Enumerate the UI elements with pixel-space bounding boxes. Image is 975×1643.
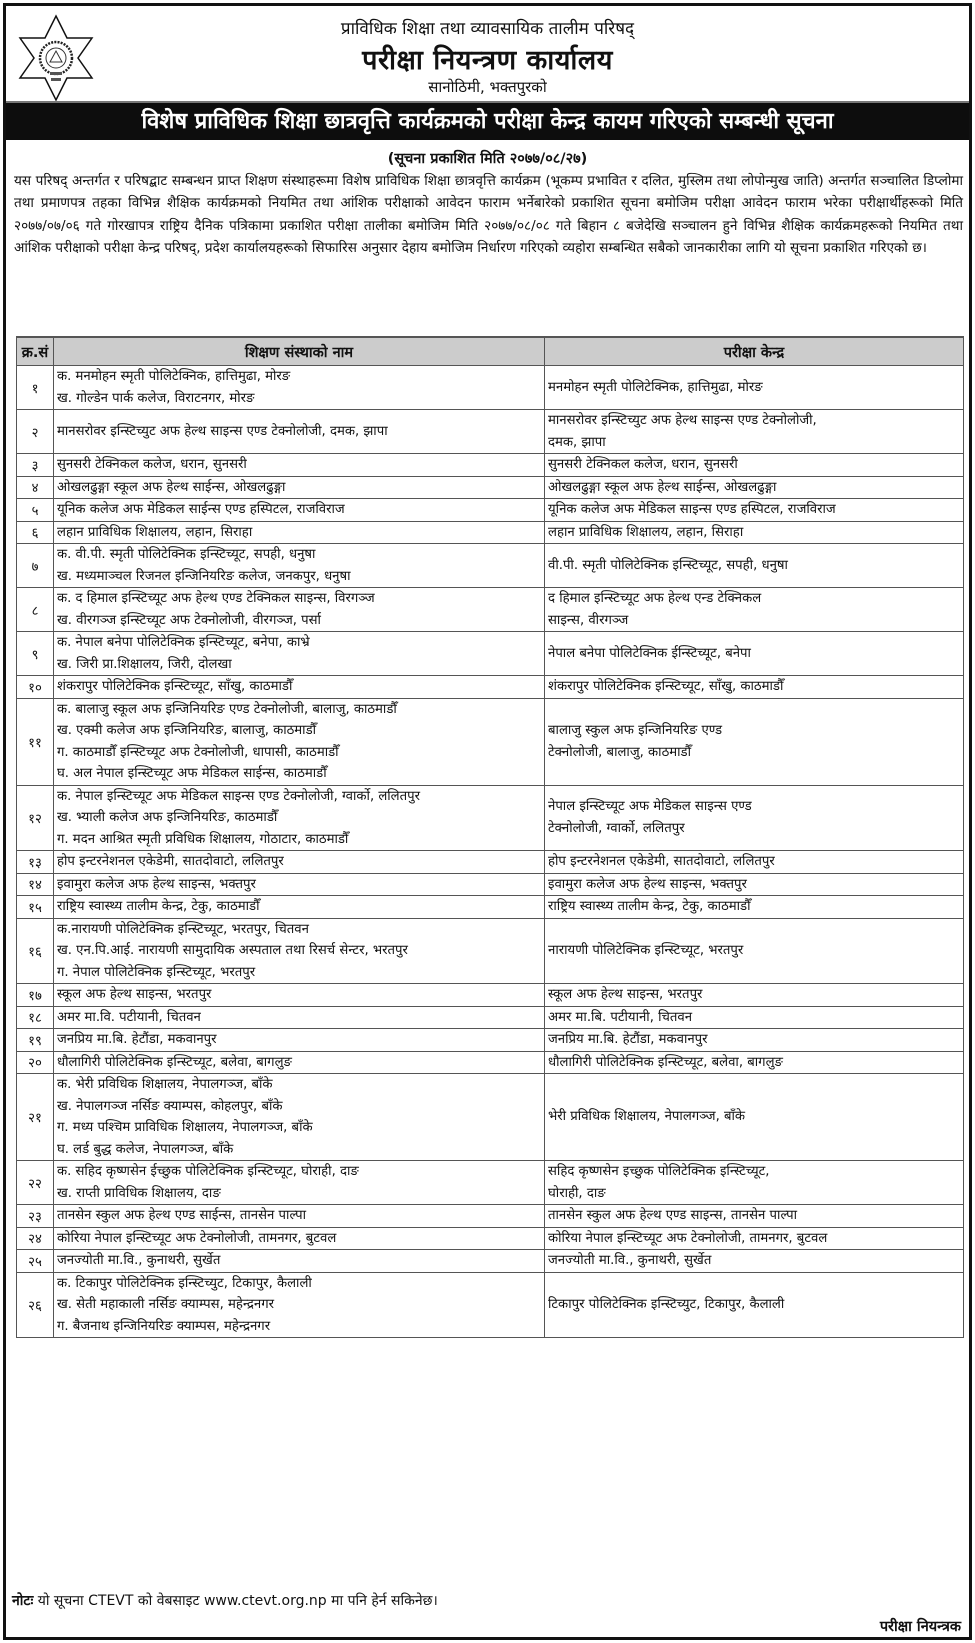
exam-centre-name: स्कूल अफ हेल्थ साइन्स, भरतपुर [548,987,703,1002]
institution-name: ग. नेपाल पोलिटेक्निक इन्स्टिच्यूट, भरतपुर [57,964,256,980]
institution-cell [54,499,545,522]
exam-centre-cell [545,1205,964,1228]
exam-centre-name: नेपाल बनेपा पोलिटेक्निक ईन्स्टिच्यूट, बनेपा [548,645,751,661]
table-row [17,366,964,410]
institution-name: क. नेपाल इन्स्टिच्यूट अफ मेडिकल साइन्स एण्ड टेक्नोलोजी, ग्वार्को, ललितपुर [57,788,421,804]
exam-centre-name: दमक, झापा [548,434,606,450]
exam-centre-name: कोरिया नेपाल इन्स्टिच्यूट अफ टेक्नोलोजी, तामनगर, बुटवल [548,1230,828,1246]
row-serial-number: १४ [17,873,54,896]
exam-centre-name: जनप्रिय मा.बि. हेटौंडा, मकवानपुर [548,1032,708,1047]
institution-name: क. वी.पी. स्मृती पोलिटेक्निक इन्स्टिच्यूट, सपही, धनुषा [57,547,316,562]
institution-name: ख. सेती महाकाली नर्सिङ क्याम्पस, महेन्द्रनगर [57,1297,275,1312]
institution-name: क. मनमोहन स्मृती पोलिटेक्निक, हात्तिमुढा, मोरङ [57,369,291,384]
institution-cell [54,1161,545,1205]
institution-name: ख. मध्यमाञ्चल रिजनल इन्जिनियरिङ कलेज, जनकपुर, धनुषा [57,568,351,584]
table-row [17,454,964,477]
institution-cell [54,1051,545,1074]
institution-name: ख. जिरी प्रा.शिक्षालय, जिरी, दोलखा [57,656,232,672]
exam-centre-cell [545,1250,964,1273]
exam-centre-name: वी.पी. स्मृती पोलिटेक्निक इन्स्टिच्यूट, सपही, धनुषा [548,557,788,573]
exam-centre-name: शंकरापुर पोलिटेक्निक इन्स्टिच्यूट, साँखु, काठमाडौँ [548,679,784,694]
institution-name: क. द हिमाल इन्स्टिच्यूट अफ हेल्थ एण्ड टेक्निकल साइन्स, विरगञ्ज [57,591,375,606]
table-row [17,1074,964,1161]
row-serial-number: १७ [17,984,54,1007]
office-location: सानोठिमी, भक्तपुरको [428,78,547,96]
row-serial-number: २२ [17,1161,54,1205]
exam-centre-cell [545,521,964,544]
table-row [17,544,964,588]
row-serial-number: २४ [17,1227,54,1250]
exam-centre-cell [545,1051,964,1074]
table-row [17,984,964,1007]
exam-centre-name: बालाजु स्कुल अफ इन्जिनियरिङ एण्ड [548,723,723,738]
row-serial-number: १९ [17,1029,54,1052]
institution-cell [54,410,545,454]
institution-name: क. सहिद कृष्णसेन ईच्छुक पोलिटेक्निक इन्स्टिच्यूट, घोराही, दाङ [57,1164,359,1179]
institution-name: जनज्योती मा.वि., कुनाथरी, सुर्खेत [57,1253,221,1268]
institution-name: क. नेपाल बनेपा पोलिटेक्निक इन्स्टिच्यूट, बनेपा, काभ्रे [57,635,310,650]
row-serial-number: ६ [17,521,54,544]
exam-centre-name: होप इन्टरनेशनल एकेडेमी, सातदोवाटो, ललितपुर [548,854,775,869]
institution-cell [54,1029,545,1052]
exam-centre-name: धौलागिरी पोलिटेक्निक इन्स्टिच्यूट, बलेवा, बागलुङ [548,1054,783,1070]
row-serial-number: ७ [17,544,54,588]
institution-name: होप इन्टरनेशनल एकेडेमी, सातदोवाटो, ललितपुर [57,854,284,869]
row-serial-number: ११ [17,698,54,785]
institution-name: मानसरोवर इन्स्टिच्युट अफ हेल्थ साइन्स एण्ड टेक्नोलोजी, दमक, झापा [57,423,388,439]
row-serial-number: २५ [17,1250,54,1273]
table-row [17,1227,964,1250]
institution-cell [54,521,545,544]
institution-name: धौलागिरी पोलिटेक्निक इन्स्टिच्यूट, बलेवा, बागलुङ [57,1054,292,1070]
exam-centre-name: यूनिक कलेज अफ मेडिकल साइन्स एण्ड हस्पिटल, राजविराज [548,502,836,517]
institution-cell [54,1272,545,1338]
row-serial-number: १० [17,676,54,699]
institution-cell [54,544,545,588]
table-row [17,410,964,454]
exam-centre-cell [545,698,964,785]
table-row [17,918,964,984]
institution-name: राष्ट्रिय स्वास्थ्य तालीम केन्द्र, टेकु, काठमाडौँ [57,899,260,914]
institution-name: क. भेरी प्रविधिक शिक्षालय, नेपालगञ्ज, बाँके [57,1077,273,1092]
institution-cell [54,698,545,785]
row-serial-number: ४ [17,476,54,499]
institution-name: ख. गोल्डेन पार्क कलेज, विराटनगर, मोरङ [57,390,255,406]
institution-cell [54,1006,545,1029]
institution-name: सुनसरी टेक्निकल कलेज, धरान, सुनसरी [57,457,247,472]
header-centre: परीक्षा केन्द्र [545,337,964,366]
institution-name: ग. मदन आश्रित स्मृती प्रविधिक शिक्षालय, गोठाटार, काठमाडौँ [57,831,349,847]
table-row [17,588,964,632]
exam-centre-name: मनमोहन स्मृती पोलिटेक्निक, हात्तिमुढा, मोरङ [548,379,763,395]
exam-centre-cell [545,785,964,851]
exam-centre-name: ओखलढुङ्गा स्कूल अफ हेल्थ साईन्स, ओखलढुङ्गा [548,479,777,495]
institution-name: शंकरापुर पोलिटेक्निक इन्स्टिच्यूट, साँखु, काठमाडौँ [57,679,293,694]
table-body [17,366,964,1338]
exam-centre-name: भेरी प्रविधिक शिक्षालय, नेपालगञ्ज, बाँके [548,1109,746,1125]
office-name: परीक्षा नियन्त्रण कार्यालय [362,45,613,76]
row-serial-number: २० [17,1051,54,1074]
exam-centre-cell [545,1029,964,1052]
institution-name: लहान प्राविधिक शिक्षालय, लहान, सिराहा [57,524,253,540]
council-name: प्राविधिक शिक्षा तथा व्यावसायिक तालीम परिषद् [340,19,635,39]
exam-centre-name: टिकापुर पोलिटेक्निक इन्स्टिच्युट, टिकापुर, कैलाली [548,1297,785,1312]
exam-centre-name: घोराही, दाङ [548,1185,606,1201]
institution-cell [54,1074,545,1161]
exam-centre-name: सुनसरी टेक्निकल कलेज, धरान, सुनसरी [548,457,738,472]
table-row [17,851,964,874]
exam-centre-name: तानसेन स्कुल अफ हेल्थ एण्ड साइन्स, तानसेन पाल्पा [548,1208,798,1223]
row-serial-number: १५ [17,896,54,919]
exam-centre-name: जनज्योती मा.वि., कुनाथरी, सुर्खेत [548,1253,712,1268]
exam-centre-cell [545,499,964,522]
footer-note [12,1591,438,1610]
row-serial-number: ९ [17,632,54,676]
notice-paragraph: यस परिषद् अन्तर्गत र परिषद्बाट सम्बन्धन प्राप्त शिक्षण संस्थाहरूमा विशेष प्राविधिक शिक्षा छात्रवृत्ति कार्यक्रम (भूकम्प प्रभावित र दलित, मुस्लिम तथा लोपोन्मुख जाति) अन्तर्गत सञ्चालित डिप्लोमा तथा प्रमाणपत्र तहका विभिन्न शैक्षिक कार्यक्रमको नियमित तथा आंशिक परीक्षाको आवेदन फाराम भर्नेबारेको प्रकाशित सूचना बमोजिम परीक्षा आवेदन फाराम भरेका परीक्षार्थीहरूको मिति २०७७/०७/०६ गते गोरखापत्र राष्ट्रिय दैनिक पत्रिकामा प्रकाशित परीक्षा तालीका बमोजिम मिति २०७७/०८/०८ गते बिहान ८ बजेदेखि सञ्चालन हुने विभिन्न शैक्षिक कार्यक्रमहरूको नियमित तथा आंशिक परीक्षाको परीक्षा केन्द्र परिषद्, प्रदेश कार्यालयहरूको सिफारिस अनुसार देहाय बमोजिम निर्धारण गरिएको व्यहोरा सम्बन्धित सबैको जानकारीका लागि यो सूचना प्रकाशित गरिएको छ। [14,173,963,257]
notice-frame [3,3,972,1640]
table-row [17,499,964,522]
table-row [17,632,964,676]
institution-cell [54,476,545,499]
institution-name: कोरिया नेपाल इन्स्टिच्यूट अफ टेक्नोलोजी, तामनगर, बुटवल [57,1230,337,1246]
table-row [17,698,964,785]
exam-centre-cell [545,896,964,919]
institution-cell [54,366,545,410]
exam-centre-cell [545,476,964,499]
row-serial-number: १८ [17,1006,54,1029]
institution-name: क. बालाजु स्कूल अफ इन्जिनियरिङ एण्ड टेक्नोलोजी, बालाजु, काठमाडौँ [57,701,397,717]
header-sno: क्र.सं [17,337,54,366]
institution-name: स्कूल अफ हेल्थ साइन्स, भरतपुर [57,987,212,1002]
institution-cell [54,1227,545,1250]
table-row [17,1250,964,1273]
institution-cell [54,896,545,919]
institution-name: क. टिकापुर पोलिटेक्निक इन्स्टिच्युट, टिकापुर, कैलाली [57,1275,312,1291]
institution-name: ग. मध्य पश्चिम प्राविधिक शिक्षालय, नेपालगञ्ज, बाँके [57,1120,313,1135]
table-row [17,676,964,699]
institution-name: इवामुरा कलेज अफ हेल्थ साइन्स, भक्तपुर [57,876,256,892]
institution-name: ग. काठमाडौँ इन्स्टिच्यूट अफ टेक्नोलोजी, धापासी, काठमाडौँ [57,744,339,760]
exam-centre-cell [545,366,964,410]
table-row [17,873,964,896]
note-text: यो सूचना CTEVT को वेबसाइट www.ctevt.org.np मा पनि हेर्न सकिनेछ। [37,1593,438,1609]
row-serial-number: २६ [17,1272,54,1338]
exam-centre-cell [545,984,964,1007]
row-serial-number: २३ [17,1205,54,1228]
exam-centre-cell [545,1006,964,1029]
exam-centre-name: लहान प्राविधिक शिक्षालय, लहान, सिराहा [548,524,744,540]
institution-cell [54,1250,545,1273]
row-serial-number: १ [17,366,54,410]
institution-name: ख. वीरगञ्ज इन्स्टिच्यूट अफ टेक्नोलोजी, वीरगञ्ज, पर्सा [57,612,321,628]
institution-name: ख. राप्ती प्राविधिक शिक्षालय, दाङ [57,1185,221,1201]
exam-centre-name: टेक्नोलोजी, बालाजु, काठमाडौँ [548,744,691,760]
exam-centre-cell [545,544,964,588]
signature: परीक्षा नियन्त्रक [879,1619,961,1635]
exam-centre-cell [545,1161,964,1205]
institution-name: ख. एक्मी कलेज अफ इन्जिनियरिङ, बालाजु, काठमाडौँ [57,723,317,738]
exam-centre-cell [545,632,964,676]
row-serial-number: ८ [17,588,54,632]
table-row [17,1161,964,1205]
institution-cell [54,588,545,632]
institution-cell [54,918,545,984]
exam-centre-cell [545,873,964,896]
institution-cell [54,632,545,676]
table-header-row [17,337,964,366]
row-serial-number: २१ [17,1074,54,1161]
table-row [17,1029,964,1052]
exam-centre-name: सहिद कृष्णसेन इच्छुक पोलिटेक्निक इन्स्टिच्यूट, [548,1164,770,1179]
institution-name: जनप्रिय मा.बि. हेटौंडा, मकवानपुर [57,1032,217,1047]
institution-name: घ. अल नेपाल इन्स्टिच्यूट अफ मेडिकल साईन्स, काठमाडौँ [57,766,327,781]
exam-centre-table [16,336,964,1338]
notice-title-banner: विशेष प्राविधिक शिक्षा छात्रवृत्ति कार्यक्रमको परीक्षा केन्द्र कायम गरिएको सम्बन्धी सूचना [6,101,969,140]
exam-centre-cell [545,676,964,699]
institution-name: अमर मा.वि. पटीयानी, चितवन [57,1009,201,1025]
institution-name: तानसेन स्कुल अफ हेल्थ एण्ड साईन्स, तानसेन पाल्पा [57,1208,307,1223]
exam-centre-cell [545,410,964,454]
row-serial-number: १२ [17,785,54,851]
institution-cell [54,785,545,851]
table-row [17,1272,964,1338]
note-label: नोटः [12,1593,34,1609]
exam-centre-name: साइन्स, वीरगञ्ज [548,612,629,628]
institution-name: ख. भ्याली कलेज अफ इन्जिनियरिङ, काठमाडौँ [57,810,278,825]
institution-cell [54,873,545,896]
exam-centre-cell [545,1227,964,1250]
exam-centre-cell [545,851,964,874]
institution-cell [54,676,545,699]
institution-name: ग. बैजनाथ इन्जिनियरिङ क्याम्पस, महेन्द्रनगर [57,1318,271,1334]
institution-cell [54,1205,545,1228]
exam-centre-cell [545,1272,964,1338]
institution-cell [54,984,545,1007]
institution-name: ओखलढुङ्गा स्कूल अफ हेल्थ साईन्स, ओखलढुङ्गा [57,479,286,495]
table-row [17,1205,964,1228]
row-serial-number: ५ [17,499,54,522]
exam-centre-name: मानसरोवर इन्स्टिच्युट अफ हेल्थ साइन्स एण्ड टेक्नोलोजी, [548,413,817,428]
table-row [17,1006,964,1029]
row-serial-number: १३ [17,851,54,874]
institution-name: घ. लर्ड बुद्ध कलेज, नेपालगञ्ज, बाँके [57,1141,234,1157]
institution-cell [54,454,545,477]
exam-centre-name: राष्ट्रिय स्वास्थ्य तालीम केन्द्र, टेकु, काठमाडौँ [548,899,751,914]
row-serial-number: ३ [17,454,54,477]
exam-centre-name: अमर मा.बि. पटीयानी, चितवन [548,1009,693,1025]
table-row [17,476,964,499]
institution-name: ख. एन.पि.आई. नारायणी सामुदायिक अस्पताल तथा रिसर्च सेन्टर, भरतपुर [57,943,408,958]
table-row [17,785,964,851]
table-row [17,896,964,919]
exam-centre-cell [545,918,964,984]
table-row [17,1051,964,1074]
exam-centre-name: नेपाल इन्स्टिच्यूट अफ मेडिकल साइन्स एण्ड [548,799,752,815]
exam-centre-name: टेक्नोलोजी, ग्वार्को, ललितपुर [548,820,685,836]
table-row [17,521,964,544]
exam-centre-cell [545,588,964,632]
row-serial-number: १६ [17,918,54,984]
institution-name: यूनिक कलेज अफ मेडिकल साईन्स एण्ड हस्पिटल, राजविराज [57,502,345,517]
exam-centre-name: नारायणी पोलिटेक्निक इन्स्टिच्यूट, भरतपुर [548,943,744,958]
institution-name: क.नारायणी पोलिटेक्निक इन्स्टिच्यूट, भरतपुर, चितवन [57,921,309,937]
row-serial-number: २ [17,410,54,454]
exam-centre-name: द हिमाल इन्स्टिच्यूट अफ हेल्थ एन्ड टेक्निकल [548,591,762,606]
published-date: (सूचना प्रकाशित मिति २०७७/०८/२७) [387,151,588,167]
institution-cell [54,851,545,874]
exam-centre-name: इवामुरा कलेज अफ हेल्थ साइन्स, भक्तपुर [548,876,747,892]
institution-name: ख. नेपालगञ्ज नर्सिङ क्याम्पस, कोहलपुर, बाँके [57,1098,283,1114]
exam-centre-cell [545,1074,964,1161]
exam-centre-cell [545,454,964,477]
header-institution: शिक्षण संस्थाको नाम [54,337,545,366]
